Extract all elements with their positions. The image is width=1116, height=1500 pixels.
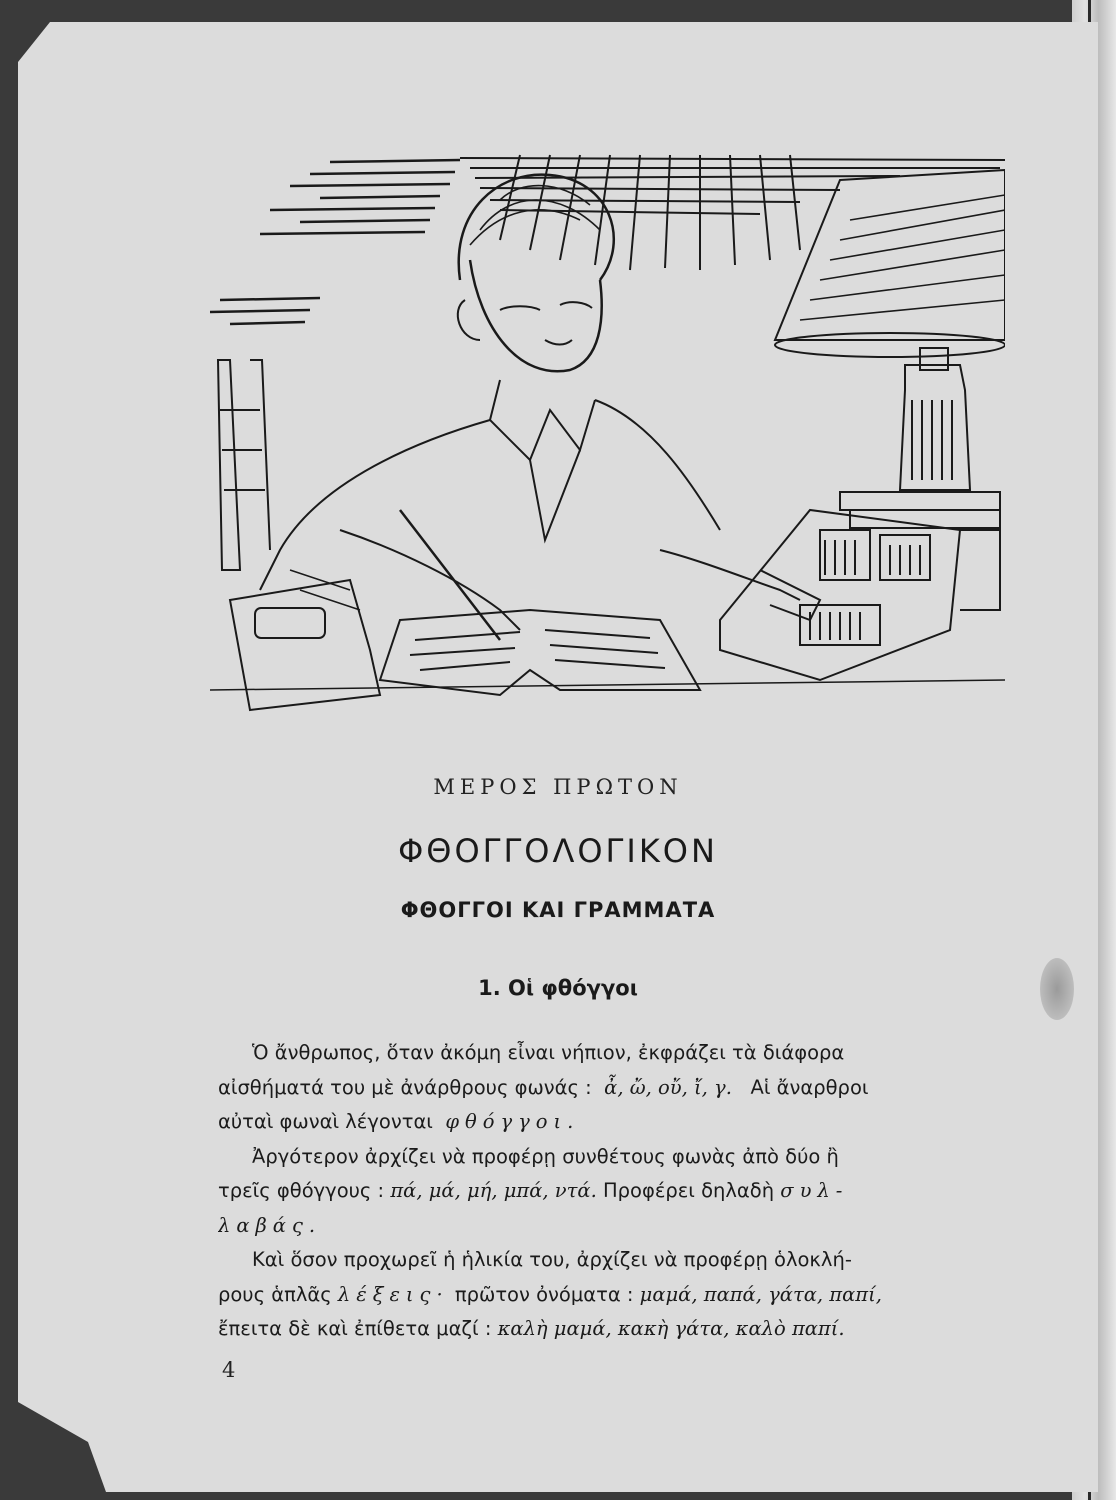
text-line: [218, 1071, 1006, 1106]
hatch-lines: [210, 160, 460, 324]
spaced-term: λαβάς.: [218, 1213, 322, 1237]
text-span: πρῶτον ὀνόματα :: [454, 1282, 634, 1306]
section-heading: 1. Οἱ φθόγγοι: [478, 976, 638, 1000]
text-span: Αἱ ἄναρθροι: [750, 1075, 869, 1099]
text-line: [218, 1174, 1006, 1209]
text-line: Καὶ ὅσον προχωρεῖ ἡ ἡλικία του, ἀρχίζει νὰ προφέρῃ ὁλοκλή-: [252, 1248, 852, 1271]
text-span: αὐταὶ φωναὶ λέγονται: [218, 1110, 433, 1133]
body-text: [218, 1036, 1006, 1347]
main-heading: ΦΘΟΓΓΟΛΟΓΙΚΟΝ: [398, 832, 718, 870]
paragraph: [218, 1243, 1006, 1347]
text-span: ἔπειτα δὲ καὶ ἐπίθετα μαζί :: [218, 1317, 492, 1340]
text-line: Ὁ ἄνθρωπος, ὅταν ἀκόμη εἶναι νήπιον, ἐκφράζει τὰ διάφορα: [252, 1041, 845, 1064]
text-span: τρεῖς φθόγγους :: [218, 1179, 385, 1202]
page-number: 4: [222, 1358, 236, 1382]
example-nouns: μαμά, παπά, γάτα, παπί,: [639, 1282, 882, 1306]
text-line: [218, 1278, 1006, 1313]
part-heading: ΜΕΡΟΣ ΠΡΩΤΟΝ: [433, 775, 683, 799]
example-adjectives: καλὴ μαμά, κακὴ γάτα, καλὸ παπί.: [497, 1317, 845, 1340]
spaced-term: φθόγγοι.: [445, 1110, 580, 1133]
text-span: αἰσθήματά του μὲ ἀνάρθρους φωνάς :: [218, 1075, 592, 1099]
text-line: [218, 1105, 1006, 1140]
paragraph: [218, 1036, 1006, 1140]
example-syllables: πά, μά, μή, μπά, ντά.: [390, 1179, 597, 1202]
spaced-term: συλ-: [780, 1179, 849, 1202]
text-span: ρους ἁπλᾶς: [218, 1282, 332, 1306]
sub-heading: ΦΘΟΓΓΟΙ ΚΑΙ ΓΡΑΜΜΑΤΑ: [400, 898, 716, 922]
example-sounds: ἆ, ὤ, οὔ, ἴ, γ.: [604, 1075, 732, 1099]
spaced-term: λέξεις·: [337, 1282, 449, 1306]
text-line: [218, 1209, 1006, 1244]
paragraph: [218, 1140, 1006, 1244]
text-line: Ἀργότερον ἀρχίζει νὰ προφέρῃ συνθέτους φωνὰς ἀπὸ δύο ἢ: [252, 1144, 839, 1168]
text-span: Προφέρει δηλαδὴ: [602, 1179, 775, 1202]
boy-studying-illustration: [200, 150, 1005, 715]
text-line: [218, 1312, 1006, 1347]
